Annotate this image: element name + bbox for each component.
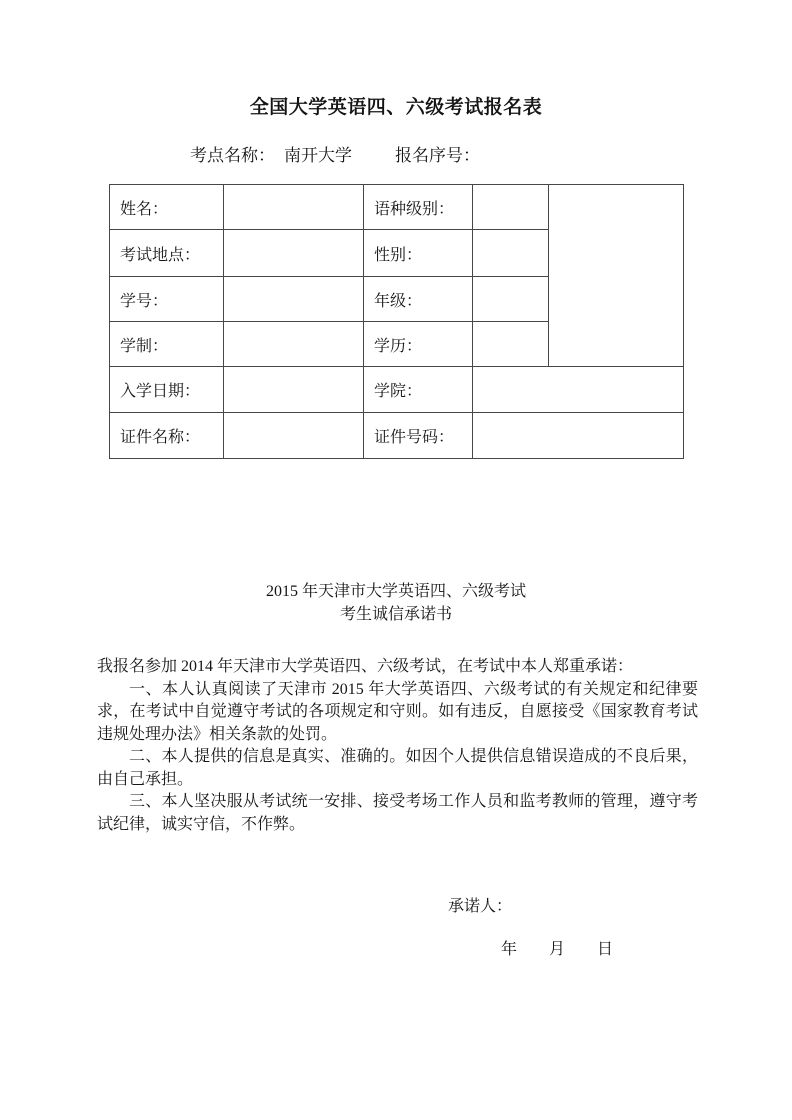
exam-site-value: 南开大学 [284,146,352,165]
name-label: 姓名： [110,185,224,230]
promise-body [97,656,698,836]
id-number-label: 证件号码： [364,413,473,459]
promise-intro: 我报名参加 2014 年天津市大学英语四、六级考试，在考试中本人郑重承诺： [97,658,634,675]
table-row [110,413,684,459]
promise-heading [0,580,792,626]
student-id-label: 学号： [110,277,224,322]
promise-heading-line1: 2015 年天津市大学英语四、六级考试 [265,583,526,600]
college-label: 学院： [364,367,473,413]
photo-cell [549,185,684,367]
study-length-value [224,322,364,367]
promise-heading-line2: 考生诚信承诺书 [339,606,452,623]
student-id-value [224,277,364,322]
id-number-value [473,413,684,459]
language-level-label: 语种级别： [364,185,473,230]
serial-number-label: 报名序号： [395,146,480,165]
education-label: 学历： [364,322,473,367]
registration-table [109,184,684,459]
exam-location-value [224,230,364,277]
college-value [473,367,684,413]
table-row [110,367,684,413]
language-level-value [473,185,549,230]
promise-item-1: 一、本人认真阅读了天津市 2015 年大学英语四、六级考试的有关规定和纪律要求，在考试中自觉遵守考试的各项规定和守则。如有违反，自愿接受《国家教育考试违规处理办法》相关条款的处罚。 [97,680,698,743]
promise-item-3: 三、本人坚决服从考试统一安排、接受考场工作人员和监考教师的管理，遵守考试纪律，诚实守信，不作弊。 [97,793,698,833]
document-title: 全国大学英语四、六级考试报名表 [249,97,543,118]
date-line: 年 月 日 [501,941,614,958]
signer-label: 承诺人： [448,898,513,915]
id-name-label: 证件名称： [110,413,224,459]
table-row [110,185,684,230]
exam-location-label: 考试地点： [110,230,224,277]
enrollment-date-value [224,367,364,413]
id-name-value [224,413,364,459]
study-length-label: 学制： [110,322,224,367]
enrollment-date-label: 入学日期： [110,367,224,413]
gender-label: 性别： [364,230,473,277]
promise-item-2: 二、本人提供的信息是真实、准确的。如因个人提供信息错误造成的不良后果，由自己承担。 [97,748,698,788]
education-value [473,322,549,367]
grade-value [473,277,549,322]
exam-site-label: 考点名称： [190,146,275,165]
name-value [224,185,364,230]
gender-value [473,230,549,277]
grade-label: 年级： [364,277,473,322]
